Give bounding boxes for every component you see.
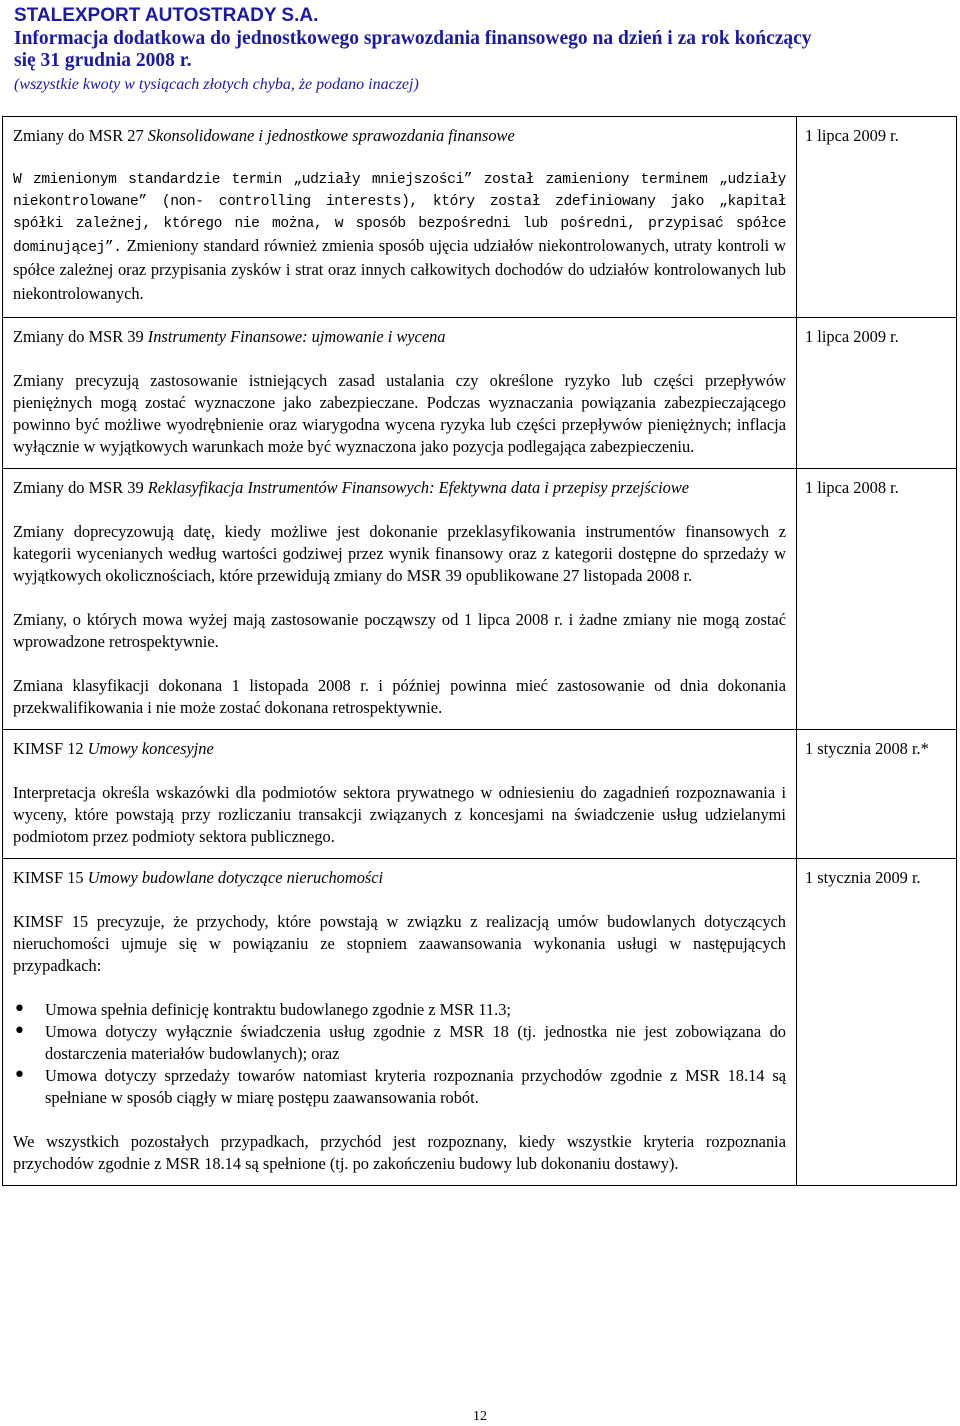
change-description-cell bbox=[3, 117, 797, 318]
report-title-line2: się 31 grudnia 2008 r. bbox=[14, 50, 192, 71]
change-paragraph: KIMSF 15 precyzuje, że przychody, które powstają w związku z realizacją umów budowlanych dotyczących nieruchomości ujmuje się w powiązaniu ze stopniem zaawansowania wykonania usługi w następujących przypadkach: bbox=[13, 912, 786, 975]
page-number: 12 bbox=[473, 1409, 487, 1424]
list-item: • Umowa dotyczy sprzedaży towarów natomiast kryteria rozpoznania przychodów zgodnie z MSR 18.14 są spełniane w sposób ciągły w miarę postępu zaawansowania robót. bbox=[45, 1065, 786, 1109]
company-name: STALEXPORT AUTOSTRADY S.A. bbox=[14, 5, 319, 26]
list-item: • Umowa spełnia definicję kontraktu budowlanego zgodnie z MSR 11.3; bbox=[45, 999, 786, 1021]
table-row bbox=[3, 318, 957, 469]
change-title: KIMSF 15 Umowy budowlane dotyczące nieruchomości bbox=[13, 868, 384, 887]
change-paragraph: Zmiany precyzują zastosowanie istniejących zasad ustalania czy określone ryzyko lub części przepływów pieniężnych mogą zostać wyznaczone jako zabezpieczane. Podczas wyznaczania powiązania zabezpieczającego powinno być możliwe wyodrębnienie oraz wiarygodna wycena ryzyka lub części przepływów pieniężnych; inflacja wyłącznie w wyjątkowych warunkach może być wyznaczona jako pozycja podlegająca zabezpieczeniu. bbox=[13, 371, 786, 456]
table-row bbox=[3, 469, 957, 730]
document-header bbox=[14, 4, 954, 96]
effective-date: 1 lipca 2009 r. bbox=[797, 318, 957, 469]
table-row bbox=[3, 730, 957, 859]
change-title: KIMSF 12 Umowy koncesyjne bbox=[13, 739, 214, 758]
report-title-line1: Informacja dodatkowa do jednostkowego sprawozdania finansowego na dzień i za rok kończący bbox=[14, 28, 812, 49]
change-description-cell bbox=[3, 730, 797, 859]
change-title: Zmiany do MSR 39 Instrumenty Finansowe: ujmowanie i wycena bbox=[13, 327, 446, 346]
change-paragraph: We wszystkich pozostałych przypadkach, przychód jest rozpoznany, kiedy wszystkie kryteria rozpoznania przychodów zgodnie z MSR 18.14 są spełnione (tj. po zakończeniu budowy lub dokonaniu dostawy). bbox=[13, 1132, 786, 1173]
table-row bbox=[3, 117, 957, 318]
list-item: • Umowa dotyczy wyłącznie świadczenia usług zgodnie z MSR 18 (tj. jednostka nie jest zobowiązana do dostarczenia materiałów budowlanych); oraz bbox=[45, 1021, 786, 1065]
change-paragraph: Zmiany doprecyzowują datę, kiedy możliwe jest dokonanie przeklasyfikowania instrumentów finansowych z kategorii wycenianych według wartości godziwej przez wynik finansowy oraz z kategorii dostępne do sprzedaży w wyjątkowych okolicznościach, które przewidują zmiany do MSR 39 opublikowane 27 listopada 2008 r. bbox=[13, 522, 786, 585]
change-paragraph: W zmienionym standardzie termin „udziały mniejszości” został zamieniony terminem „udziały niekontrolowane” (non- controlling interests), który został zdefiniowany jako „kapitał spółki zależnej, którego nie można, w sposób bezpośredni lub pośredni, przypisać spółce dominującej”. Zmieniony standard również zmienia sposób ujęcia udziałów niekontrolowanych, utraty kontroli w spółce zależnej oraz przypisania zysków i strat oraz innych całkowitych dochodów do udziałów kontrolowanych lub niekontrolowanych. bbox=[13, 172, 786, 303]
table-row bbox=[3, 859, 957, 1186]
change-description-cell bbox=[3, 859, 797, 1186]
change-paragraph: Interpretacja określa wskazówki dla podmiotów sektora prywatnego w odniesieniu do zagadnień rozpoznawania i wyceny, które powstają przy rozliczaniu transakcji związanych z koncesjami na świadczenie usług udzielanymi podmiotom przez podmioty sektora publicznego. bbox=[13, 783, 786, 846]
change-title: Zmiany do MSR 27 Skonsolidowane i jednostkowe sprawozdania finansowe bbox=[13, 126, 515, 145]
standards-changes-table bbox=[2, 116, 957, 1186]
conditions-list bbox=[13, 999, 786, 1109]
amounts-note: (wszystkie kwoty w tysiącach złotych chyba, że podano inaczej) bbox=[14, 76, 419, 93]
change-title: Zmiany do MSR 39 Reklasyfikacja Instrumentów Finansowych: Efektywna data i przepisy przejściowe bbox=[13, 478, 690, 497]
change-description-cell bbox=[3, 318, 797, 469]
effective-date: 1 stycznia 2009 r. bbox=[797, 859, 957, 1186]
change-paragraph: Zmiana klasyfikacji dokonana 1 listopada 2008 r. i później powinna mieć zastosowanie od dnia dokonania przekwalifikowania i nie może zostać dokonana retrospektywnie. bbox=[13, 676, 786, 717]
change-paragraph: Zmiany, o których mowa wyżej mają zastosowanie począwszy od 1 lipca 2008 r. i żadne zmiany nie mogą zostać wprowadzone retrospektywnie. bbox=[13, 610, 786, 651]
effective-date: 1 stycznia 2008 r.* bbox=[797, 730, 957, 859]
effective-date: 1 lipca 2008 r. bbox=[797, 469, 957, 730]
change-description-cell bbox=[3, 469, 797, 730]
effective-date: 1 lipca 2009 r. bbox=[797, 117, 957, 318]
